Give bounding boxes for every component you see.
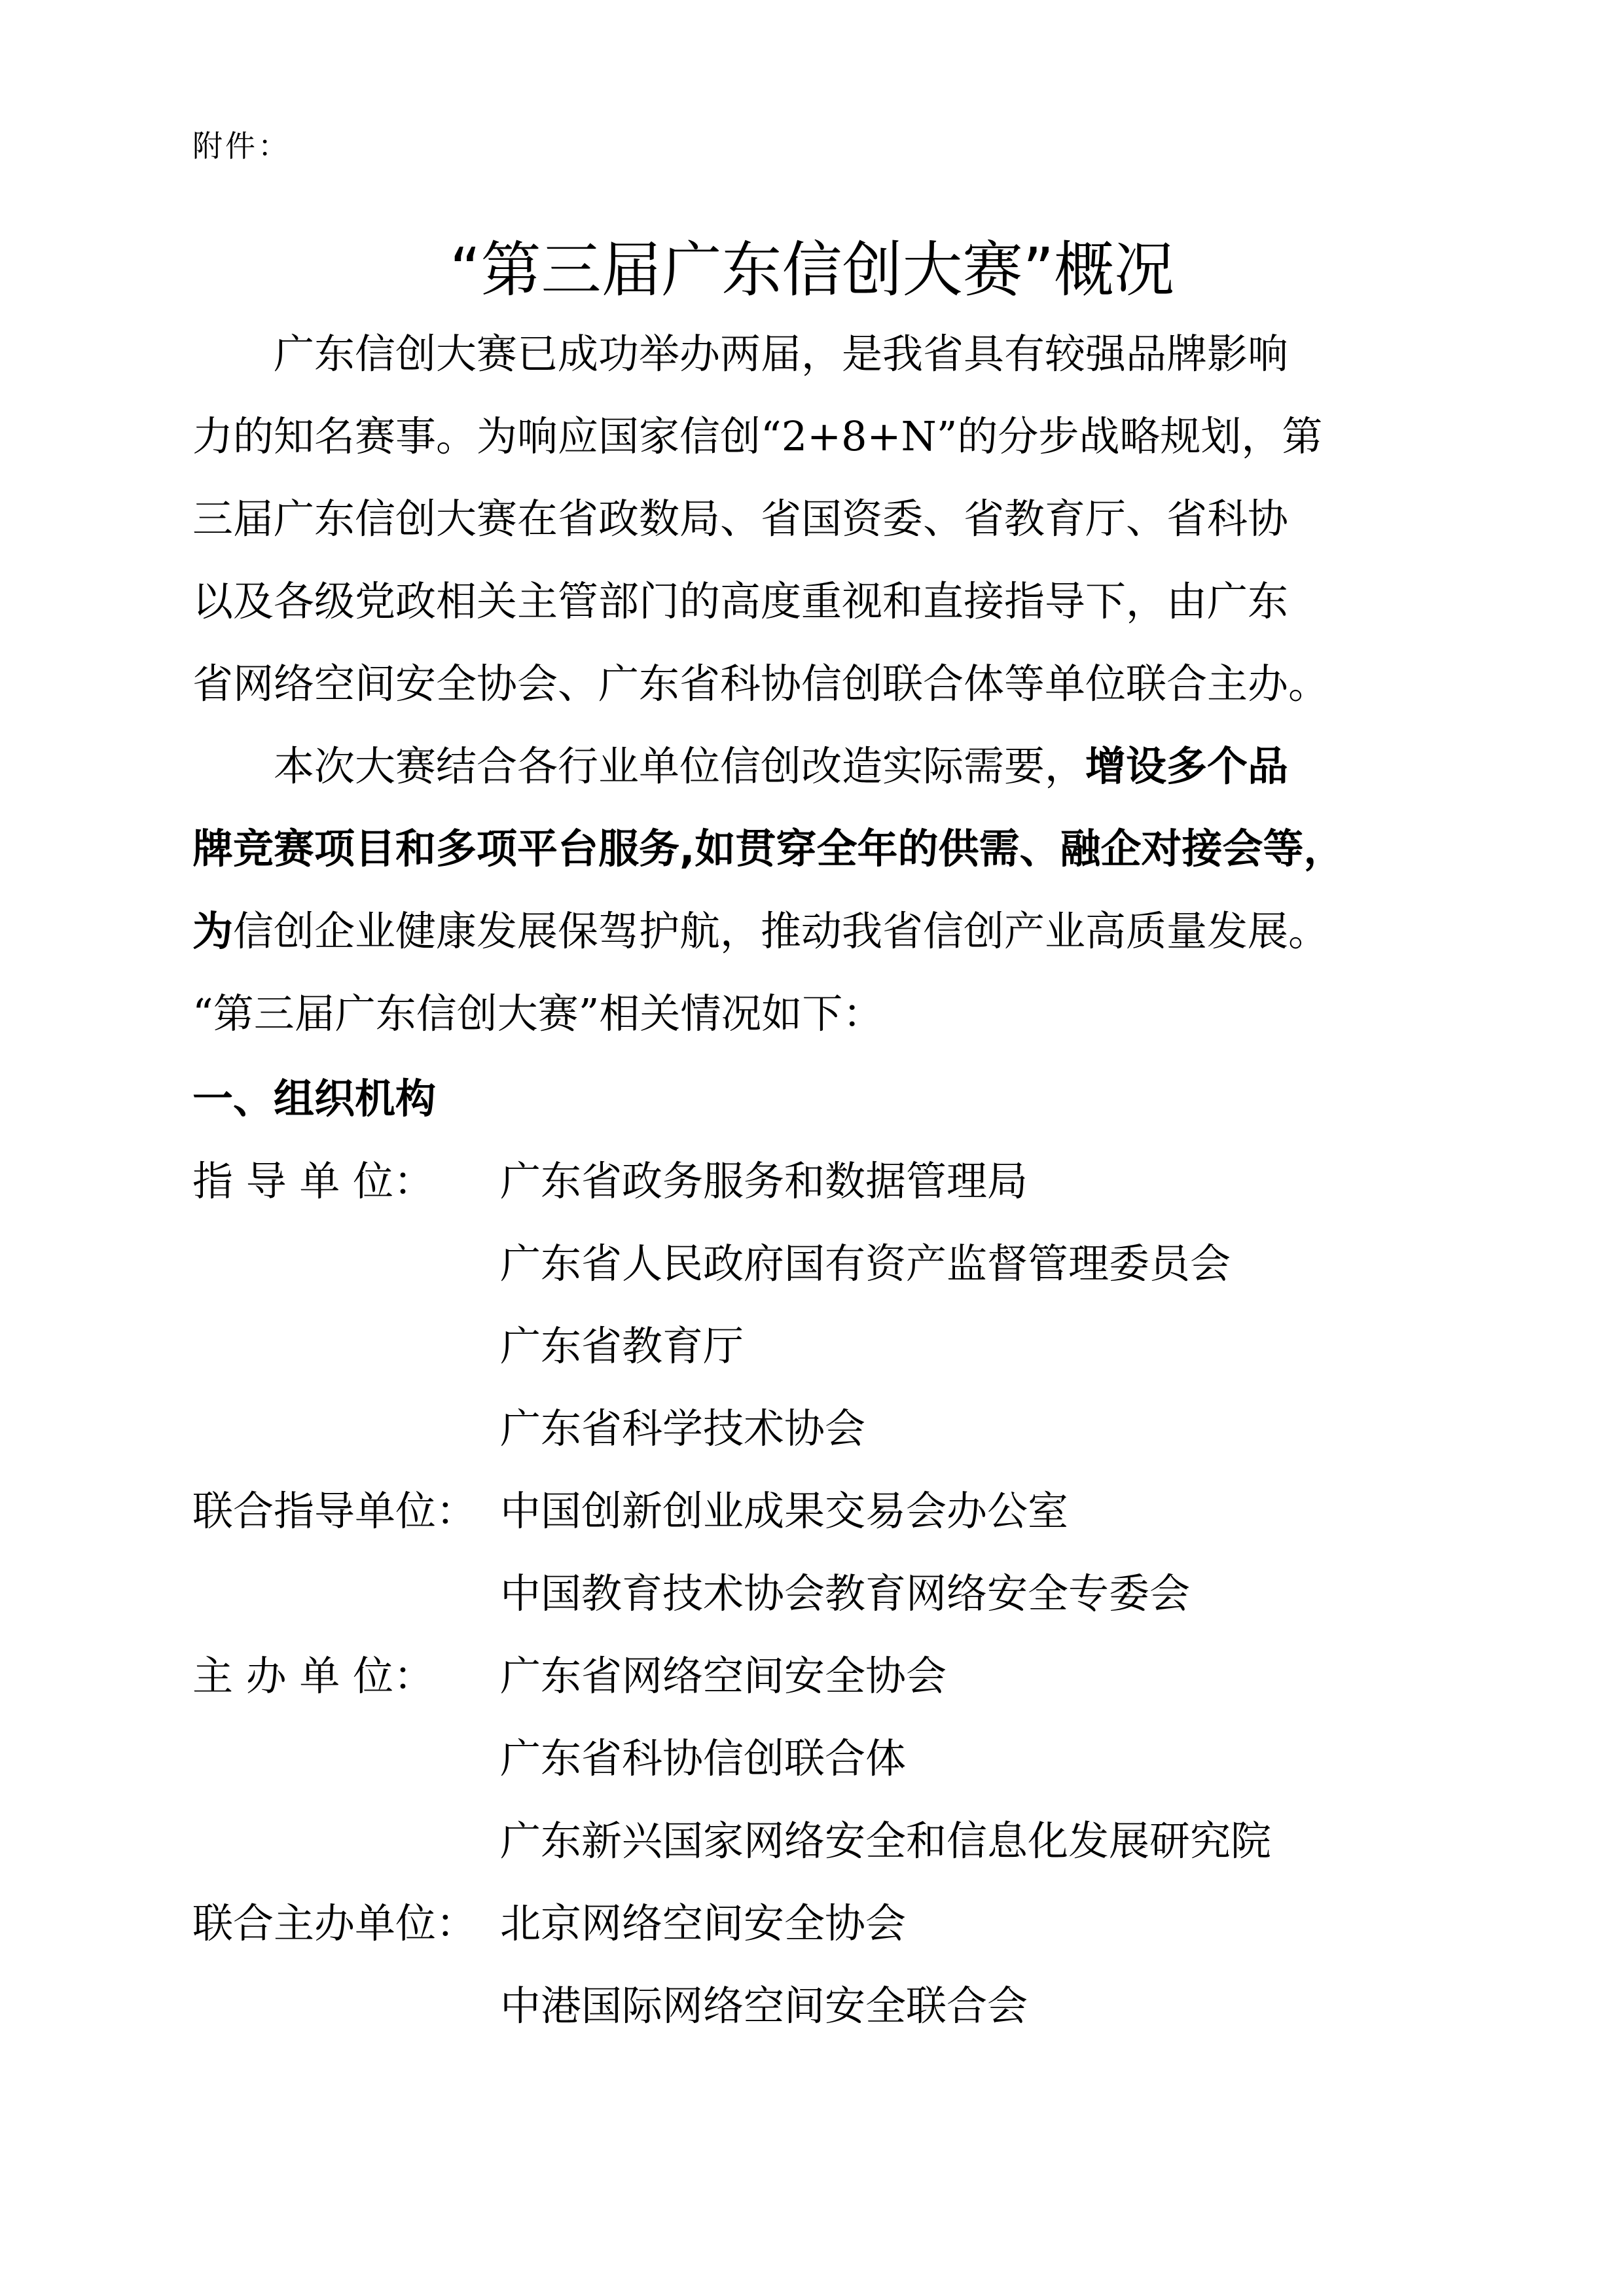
org-group-host [192, 1635, 1436, 1882]
org-unit: 广东新兴国家网络安全和信息化发展研究院 [500, 1817, 1272, 1865]
document-title: “第三届广东信创大赛”概况 [449, 234, 1175, 305]
org-group-label: 联合指导单位： [192, 1487, 477, 1535]
intro-line: 力的知名赛事。为响应国家信创“2+8+N”的分步战略规划，第 [192, 412, 1323, 460]
org-unit: 广东省网络空间安全协会 [500, 1652, 947, 1700]
org-unit: 广东省人民政府国有资产监督管理委员会 [500, 1240, 1231, 1287]
plan-paragraph [192, 725, 1344, 1055]
org-group-units [500, 1140, 1436, 1470]
intro-line: 以及各级党政相关主管部门的高度重视和直接指导下，由广东 [192, 577, 1289, 625]
org-unit: 广东省科协信创联合体 [500, 1734, 907, 1782]
plan-line [192, 725, 1344, 808]
plan-text: 本次大赛结合各行业单位信创改造实际需要， [274, 742, 1086, 790]
attachment-label: 附件： [192, 128, 291, 164]
org-unit: 中国教育技术协会教育网络安全专委会 [500, 1570, 1191, 1617]
organization-list [192, 1140, 1436, 2047]
org-unit: 广东省教育厅 [500, 1322, 744, 1370]
org-group-joint-guiding [192, 1470, 1436, 1635]
org-unit: 北京网络空间安全协会 [500, 1899, 907, 1947]
org-group-label: 主 办 单 位： [192, 1652, 435, 1700]
plan-highlight: 为 [192, 907, 234, 955]
intro-line: 省网络空间安全协会、广东省科协信创联合体等单位联合主办。 [192, 660, 1329, 708]
plan-highlight: 增设多个品 [1085, 742, 1289, 790]
intro-line: 广东信创大赛已成功举办两届，是我省具有较强品牌影响 [274, 330, 1289, 378]
org-unit: 广东省政务服务和数据管理局 [500, 1157, 1028, 1205]
plan-intro-line: “第三届广东信创大赛”相关情况如下： [192, 990, 884, 1037]
org-group-units [500, 1882, 1436, 2047]
plan-line [192, 890, 1344, 973]
intro-paragraph [192, 313, 1329, 725]
org-group-units [500, 1635, 1436, 1882]
section-heading-organization: 一、组织机构 [192, 1075, 437, 1122]
org-group-label: 联合主办单位： [192, 1899, 477, 1947]
intro-line: 三届广东信创大赛在省政数局、省国资委、省教育厅、省科协 [192, 495, 1289, 543]
org-group-guiding [192, 1140, 1436, 1470]
org-group-units [500, 1470, 1436, 1635]
org-unit: 广东省科学技术协会 [500, 1405, 866, 1452]
plan-highlight-line: 牌竞赛项目和多项平台服务,如贯穿全年的供需、融企对接会等， [192, 825, 1344, 872]
plan-text: 信创企业健康发展保驾护航，推动我省信创产业高质量发展。 [233, 907, 1329, 955]
org-group-joint-host [192, 1882, 1436, 2047]
org-group-label: 指 导 单 位： [192, 1157, 435, 1205]
org-unit: 中国创新创业成果交易会办公室 [500, 1487, 1069, 1535]
org-unit: 中港国际网络空间安全联合会 [500, 1982, 1028, 2030]
